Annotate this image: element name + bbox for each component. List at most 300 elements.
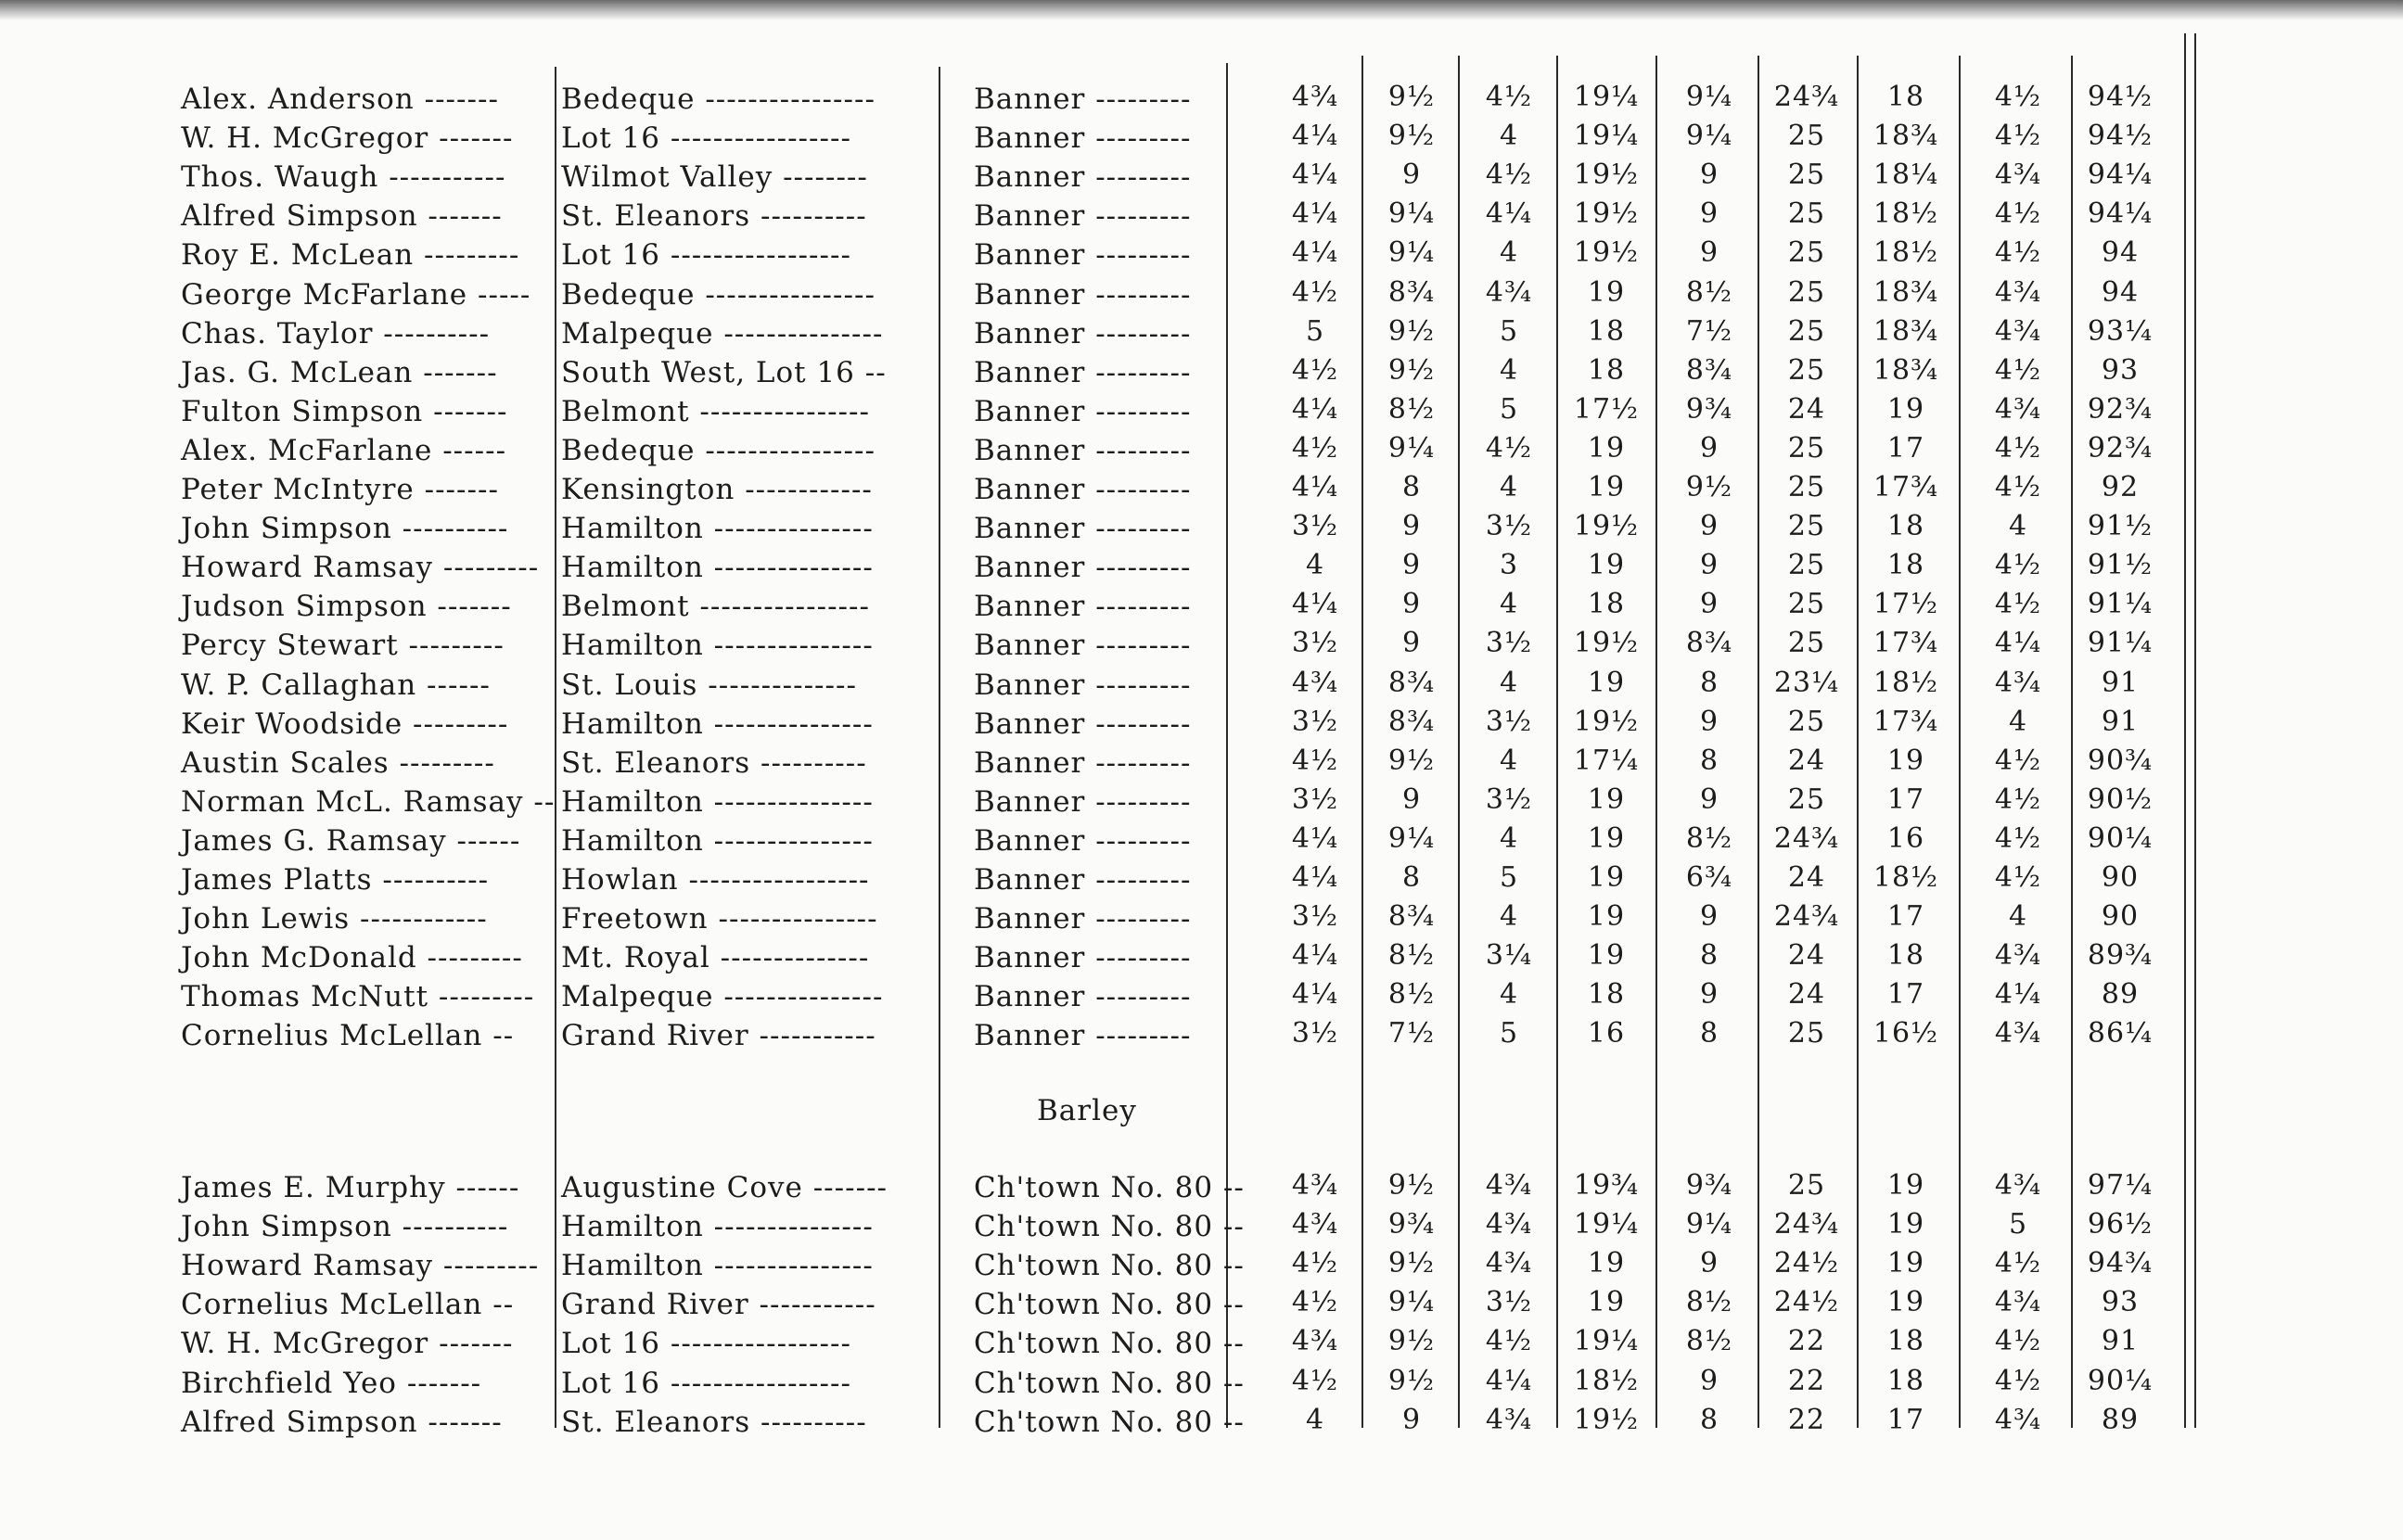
score-cell: 4½	[1291, 431, 1339, 465]
score-cell: 4¾	[1485, 275, 1533, 309]
score-cell: 4¼	[1485, 197, 1533, 231]
score-cell: 9	[1699, 588, 1719, 621]
score-cell: 9¼	[1387, 1286, 1436, 1319]
score-cell: 4¾	[1994, 666, 2042, 699]
score-cell: 19	[1886, 392, 1925, 426]
score-cell: 91	[2101, 705, 2140, 738]
column-rule	[2184, 33, 2186, 1428]
score-cell: 3½	[1291, 900, 1339, 934]
score-cell: 9¾	[1685, 392, 1733, 426]
score-cell: 18	[1587, 314, 1626, 348]
score-cell: 19¼	[1573, 120, 1640, 153]
score-cell: 19	[1587, 666, 1626, 699]
score-cell: 4¼	[1291, 236, 1339, 270]
score-cell: 19	[1886, 1169, 1925, 1202]
score-cell: 5	[1305, 314, 1325, 348]
score-cell: 3½	[1291, 627, 1339, 660]
score-cell: 4¼	[1291, 821, 1339, 855]
score-cell: 94½	[2087, 81, 2154, 113]
row-variety: Banner ---------	[974, 941, 1192, 975]
row-variety: Banner ---------	[974, 902, 1192, 936]
score-cell: 4¾	[1291, 666, 1339, 699]
score-cell: 8¾	[1685, 353, 1733, 387]
score-cell: 18	[1886, 1364, 1925, 1397]
row-variety: Banner ---------	[974, 238, 1192, 273]
row-location: Freetown ---------------	[561, 902, 878, 936]
score-cell: 9	[1401, 783, 1422, 816]
score-cell: 4	[1499, 821, 1519, 855]
score-cell: 3½	[1291, 783, 1339, 816]
row-location: Belmont ----------------	[561, 394, 870, 428]
score-cell: 17	[1886, 1403, 1925, 1436]
score-cell: 91	[2101, 666, 2140, 699]
score-cell: 8½	[1685, 1325, 1733, 1358]
score-cell: 9¾	[1387, 1208, 1436, 1241]
score-cell: 19	[1587, 821, 1626, 855]
score-cell: 17	[1886, 978, 1925, 1012]
score-cell: 90	[2101, 900, 2140, 934]
score-cell: 3	[1499, 549, 1519, 582]
score-cell: 16	[1886, 821, 1925, 855]
score-cell: 18	[1886, 549, 1925, 582]
score-cell: 9	[1699, 197, 1719, 231]
score-cell: 4¼	[1994, 978, 2042, 1012]
score-cell: 4¼	[1485, 1364, 1533, 1397]
score-cell: 4	[1499, 978, 1519, 1012]
score-cell: 91½	[2087, 510, 2154, 543]
score-cell: 17½	[1873, 588, 1939, 621]
score-cell: 4½	[1994, 783, 2042, 816]
score-cell: 91½	[2087, 549, 2154, 582]
score-cell: 9¼	[1685, 81, 1733, 113]
score-cell: 9¼	[1685, 120, 1733, 153]
score-cell: 4½	[1485, 159, 1533, 192]
row-location: Lot 16 -----------------	[561, 1366, 851, 1400]
score-cell: 94¼	[2087, 197, 2154, 231]
score-cell: 4¾	[1994, 1403, 2042, 1436]
score-cell: 19	[1587, 861, 1626, 894]
score-cell: 4½	[1994, 471, 2042, 503]
score-cell: 4	[2008, 705, 2028, 738]
score-cell: 18	[1587, 588, 1626, 621]
score-cell: 9¼	[1387, 821, 1436, 855]
score-cell: 4¼	[1291, 939, 1339, 973]
row-location: Grand River -----------	[561, 1288, 876, 1322]
row-name: W. P. Callaghan ------	[181, 668, 491, 702]
score-cell: 24	[1787, 744, 1826, 777]
score-cell: 18	[1587, 978, 1626, 1012]
score-cell: 4½	[1994, 821, 2042, 855]
page-number	[2233, 1354, 2278, 1428]
score-cell: 92¾	[2087, 431, 2154, 465]
score-cell: 19	[1587, 549, 1626, 582]
score-cell: 17	[1886, 431, 1925, 465]
score-cell: 4	[1499, 744, 1519, 777]
score-cell: 9	[1699, 705, 1719, 738]
score-cell: 4½	[1994, 744, 2042, 777]
score-cell: 25	[1787, 120, 1826, 153]
row-variety: Banner ---------	[974, 433, 1192, 467]
score-cell: 4¾	[1994, 1286, 2042, 1319]
row-name: Chas. Taylor ----------	[181, 316, 491, 350]
score-cell: 93	[2101, 353, 2140, 387]
score-cell: 18¾	[1873, 275, 1939, 309]
row-variety: Banner ---------	[974, 199, 1192, 234]
score-cell: 3½	[1291, 510, 1339, 543]
row-name: Fulton Simpson -------	[181, 394, 508, 428]
row-name: John Simpson ----------	[181, 512, 509, 546]
score-cell: 25	[1787, 159, 1826, 192]
row-location: Hamilton ---------------	[561, 629, 874, 663]
row-variety: Banner ---------	[974, 745, 1192, 780]
row-location: Augustine Cove -------	[561, 1171, 888, 1204]
score-cell: 4½	[1485, 431, 1533, 465]
column-rule	[1458, 56, 1460, 1428]
row-location: Lot 16 -----------------	[561, 1327, 851, 1361]
score-cell: 3½	[1485, 1286, 1533, 1319]
score-cell: 4¾	[1994, 939, 2042, 973]
score-cell: 19¼	[1573, 1208, 1640, 1241]
score-cell: 25	[1787, 353, 1826, 387]
row-location: Lot 16 -----------------	[561, 238, 851, 273]
score-cell: 97¼	[2087, 1169, 2154, 1202]
score-cell: 8	[1699, 1017, 1719, 1050]
score-cell: 4½	[1994, 1325, 2042, 1358]
score-cell: 16	[1587, 1017, 1626, 1050]
score-cell: 4	[2008, 900, 2028, 934]
score-cell: 22	[1787, 1364, 1826, 1397]
score-cell: 90¼	[2087, 1364, 2154, 1397]
score-cell: 4¼	[1291, 159, 1339, 192]
column-rule	[939, 67, 940, 1428]
score-cell: 4½	[1291, 353, 1339, 387]
score-cell: 22	[1787, 1325, 1826, 1358]
column-rule	[555, 67, 556, 1428]
score-cell: 18	[1886, 939, 1925, 973]
score-cell: 19½	[1573, 1403, 1640, 1436]
score-cell: 3½	[1485, 510, 1533, 543]
row-location: Kensington ------------	[561, 473, 873, 506]
row-name: Alex. Anderson -------	[181, 83, 499, 116]
score-cell: 9	[1401, 159, 1422, 192]
score-cell: 3½	[1291, 705, 1339, 738]
score-cell: 8½	[1685, 1286, 1733, 1319]
score-cell: 24	[1787, 392, 1826, 426]
score-cell: 4½	[1994, 236, 2042, 270]
score-cell: 5	[1499, 392, 1519, 426]
score-cell: 4¾	[1994, 159, 2042, 192]
score-cell: 25	[1787, 705, 1826, 738]
score-cell: 18½	[1873, 197, 1939, 231]
score-cell: 4½	[1994, 1247, 2042, 1280]
score-cell: 94	[2101, 275, 2140, 309]
score-cell: 9	[1699, 783, 1719, 816]
score-cell: 24¾	[1773, 1208, 1840, 1241]
score-cell: 17¼	[1573, 744, 1640, 777]
score-cell: 94	[2101, 236, 2140, 270]
column-rule	[2194, 33, 2196, 1428]
score-cell: 4½	[1994, 861, 2042, 894]
score-cell: 9¾	[1685, 1169, 1733, 1202]
score-cell: 90	[2101, 861, 2140, 894]
score-cell: 4¼	[1291, 861, 1339, 894]
row-location: South West, Lot 16 --	[561, 355, 887, 389]
row-name: Alfred Simpson -------	[181, 199, 503, 234]
row-location: St. Eleanors ----------	[561, 199, 867, 234]
score-cell: 8	[1699, 1403, 1719, 1436]
score-cell: 8	[1401, 471, 1422, 503]
score-cell: 19½	[1573, 705, 1640, 738]
score-cell: 4¾	[1291, 81, 1339, 113]
score-cell: 8¾	[1387, 705, 1436, 738]
score-cell: 18½	[1873, 861, 1939, 894]
column-rule	[1361, 56, 1363, 1428]
score-cell: 19	[1886, 1208, 1925, 1241]
score-cell: 24	[1787, 978, 1826, 1012]
row-name: Peter McIntyre -------	[181, 473, 499, 506]
score-cell: 4½	[1994, 353, 2042, 387]
row-name: James G. Ramsay ------	[181, 823, 521, 858]
row-variety: Banner ---------	[974, 355, 1192, 389]
score-cell: 8¾	[1387, 900, 1436, 934]
row-location: Bedeque ----------------	[561, 83, 876, 116]
row-location: Mt. Royal --------------	[561, 941, 870, 975]
score-cell: 25	[1787, 1169, 1826, 1202]
row-variety: Banner ---------	[974, 668, 1192, 702]
row-variety: Banner ---------	[974, 863, 1192, 897]
score-cell: 4¼	[1291, 471, 1339, 503]
score-cell: 89¾	[2087, 939, 2154, 973]
row-name: Thos. Waugh -----------	[181, 160, 506, 195]
running-head-title	[2207, 348, 2252, 1089]
score-cell: 9	[1699, 900, 1719, 934]
score-cell: 25	[1787, 1017, 1826, 1050]
score-cell: 9	[1699, 431, 1719, 465]
score-cell: 25	[1787, 783, 1826, 816]
row-name: Percy Stewart ---------	[181, 629, 505, 663]
score-cell: 4¼	[1291, 197, 1339, 231]
row-location: St. Eleanors ----------	[561, 1405, 867, 1439]
row-name: Norman McL. Ramsay --	[181, 784, 556, 819]
score-cell: 4¼	[1994, 627, 2042, 660]
column-rule	[1556, 56, 1558, 1428]
score-cell: 4½	[1994, 431, 2042, 465]
row-location: St. Louis --------------	[561, 668, 857, 702]
score-cell: 19	[1587, 1247, 1626, 1280]
score-cell: 25	[1787, 510, 1826, 543]
row-name: Roy E. McLean ---------	[181, 238, 520, 273]
score-cell: 19½	[1573, 510, 1640, 543]
row-name: Keir Woodside ---------	[181, 706, 509, 741]
score-cell: 4½	[1994, 81, 2042, 113]
score-cell: 24¾	[1773, 900, 1840, 934]
score-cell: 4	[1499, 471, 1519, 503]
score-cell: 4¾	[1485, 1403, 1533, 1436]
score-cell: 89	[2101, 1403, 2140, 1436]
score-cell: 4½	[1994, 588, 2042, 621]
row-location: Grand River -----------	[561, 1019, 876, 1053]
score-cell: 19½	[1573, 159, 1640, 192]
score-cell: 8¾	[1685, 627, 1733, 660]
score-cell: 17¾	[1873, 705, 1939, 738]
score-cell: 25	[1787, 197, 1826, 231]
score-cell: 4½	[1291, 1364, 1339, 1397]
row-name: Jas. G. McLean -------	[181, 355, 498, 389]
score-cell: 4	[1305, 1403, 1325, 1436]
score-cell: 18¾	[1873, 120, 1939, 153]
score-cell: 9	[1401, 549, 1422, 582]
row-variety: Banner ---------	[974, 629, 1192, 663]
score-cell: 4½	[1291, 275, 1339, 309]
row-name: Thomas McNutt ---------	[181, 980, 535, 1014]
column-rule	[1758, 56, 1759, 1428]
score-cell: 19	[1587, 471, 1626, 503]
score-cell: 25	[1787, 314, 1826, 348]
score-cell: 8	[1699, 744, 1719, 777]
score-cell: 3½	[1485, 783, 1533, 816]
score-cell: 4½	[1994, 1364, 2042, 1397]
score-cell: 25	[1787, 549, 1826, 582]
score-cell: 5	[1499, 314, 1519, 348]
score-cell: 4¾	[1994, 314, 2042, 348]
row-variety: Banner ---------	[974, 277, 1192, 312]
row-location: Malpeque ---------------	[561, 980, 884, 1014]
row-location: Hamilton ---------------	[561, 823, 874, 858]
score-cell: 17	[1886, 900, 1925, 934]
score-cell: 19	[1886, 1286, 1925, 1319]
row-variety: Banner ---------	[974, 316, 1192, 350]
score-cell: 19	[1587, 783, 1626, 816]
score-cell: 9	[1699, 510, 1719, 543]
score-cell: 18¼	[1873, 159, 1939, 192]
row-location: Bedeque ----------------	[561, 433, 876, 467]
score-cell: 3½	[1291, 1017, 1339, 1050]
row-variety: Banner ---------	[974, 551, 1192, 585]
score-cell: 24¾	[1773, 821, 1840, 855]
row-location: Wilmot Valley --------	[561, 160, 868, 195]
score-cell: 8½	[1685, 821, 1733, 855]
score-cell: 9½	[1685, 471, 1733, 503]
score-cell: 4¼	[1291, 588, 1339, 621]
score-cell: 9	[1699, 549, 1719, 582]
score-cell: 90¾	[2087, 744, 2154, 777]
column-rule	[1857, 56, 1859, 1428]
score-cell: 25	[1787, 431, 1826, 465]
row-name: Howard Ramsay ---------	[181, 1249, 540, 1283]
score-cell: 17	[1886, 783, 1925, 816]
score-cell: 9¼	[1387, 431, 1436, 465]
row-location: Hamilton ---------------	[561, 1249, 874, 1283]
score-cell: 19	[1587, 1286, 1626, 1319]
score-cell: 18½	[1873, 236, 1939, 270]
score-cell: 25	[1787, 588, 1826, 621]
score-cell: 5	[1499, 861, 1519, 894]
row-variety: Banner ---------	[974, 121, 1192, 156]
row-variety: Banner ---------	[974, 980, 1192, 1014]
row-variety: Banner ---------	[974, 823, 1192, 858]
row-variety: Ch'town No. 80 --	[974, 1288, 1245, 1322]
row-variety: Banner ---------	[974, 83, 1192, 116]
row-location: Howlan -----------------	[561, 863, 870, 897]
score-cell: 9	[1401, 510, 1422, 543]
score-cell: 8¾	[1387, 275, 1436, 309]
score-cell: 4½	[1485, 1325, 1533, 1358]
row-location: Lot 16 -----------------	[561, 121, 851, 156]
score-cell: 9	[1401, 627, 1422, 660]
score-cell: 93	[2101, 1286, 2140, 1319]
score-cell: 4½	[1291, 744, 1339, 777]
score-cell: 92	[2101, 471, 2140, 503]
score-cell: 9	[1699, 978, 1719, 1012]
score-cell: 17¾	[1873, 627, 1939, 660]
score-cell: 4¾	[1291, 1325, 1339, 1358]
row-name: Cornelius McLellan --	[181, 1019, 515, 1053]
score-cell: 5	[2008, 1208, 2028, 1241]
row-variety: Banner ---------	[974, 706, 1192, 741]
score-cell: 4½	[1994, 197, 2042, 231]
score-cell: 90¼	[2087, 821, 2154, 855]
row-name: Austin Scales ---------	[181, 745, 495, 780]
score-cell: 9½	[1387, 1169, 1436, 1202]
score-cell: 19	[1587, 900, 1626, 934]
row-variety: Banner ---------	[974, 160, 1192, 195]
score-cell: 4¼	[1291, 392, 1339, 426]
score-cell: 4	[1305, 549, 1325, 582]
score-cell: 4½	[1485, 81, 1533, 113]
score-cell: 94½	[2087, 120, 2154, 153]
score-cell: 4	[1499, 120, 1519, 153]
row-name: Birchfield Yeo -------	[181, 1366, 482, 1400]
score-cell: 4	[1499, 588, 1519, 621]
row-name: Judson Simpson -------	[181, 590, 512, 624]
scan-top-shadow	[0, 0, 2403, 20]
score-cell: 4¾	[1485, 1169, 1533, 1202]
column-rule	[2071, 56, 2073, 1428]
score-cell: 86¼	[2087, 1017, 2154, 1050]
score-cell: 4¼	[1291, 120, 1339, 153]
score-cell: 4½	[1291, 1286, 1339, 1319]
row-variety: Banner ---------	[974, 1019, 1192, 1053]
score-cell: 25	[1787, 275, 1826, 309]
score-cell: 18¾	[1873, 314, 1939, 348]
row-location: Hamilton ---------------	[561, 1210, 874, 1244]
score-cell: 24	[1787, 861, 1826, 894]
column-rule	[1655, 56, 1657, 1428]
score-cell: 9½	[1387, 1247, 1436, 1280]
score-cell: 4	[1499, 900, 1519, 934]
score-cell: 4¾	[1291, 1208, 1339, 1241]
score-cell: 9	[1699, 1364, 1719, 1397]
score-cell: 9½	[1387, 314, 1436, 348]
score-cell: 9½	[1387, 1325, 1436, 1358]
score-cell: 4½	[1994, 120, 2042, 153]
row-name: W. H. McGregor -------	[181, 121, 514, 156]
score-cell: 9	[1699, 1247, 1719, 1280]
score-cell: 4¾	[1291, 1169, 1339, 1202]
row-name: Cornelius McLellan --	[181, 1288, 515, 1322]
score-cell: 4	[2008, 510, 2028, 543]
score-cell: 19	[1587, 939, 1626, 973]
score-cell: 23¼	[1773, 666, 1840, 699]
score-cell: 9	[1699, 159, 1719, 192]
score-cell: 3¼	[1485, 939, 1533, 973]
score-cell: 8	[1401, 861, 1422, 894]
score-cell: 8½	[1387, 939, 1436, 973]
row-name: George McFarlane -----	[181, 277, 531, 312]
score-cell: 96½	[2087, 1208, 2154, 1241]
row-variety: Ch'town No. 80 --	[974, 1405, 1245, 1439]
score-cell: 25	[1787, 471, 1826, 503]
